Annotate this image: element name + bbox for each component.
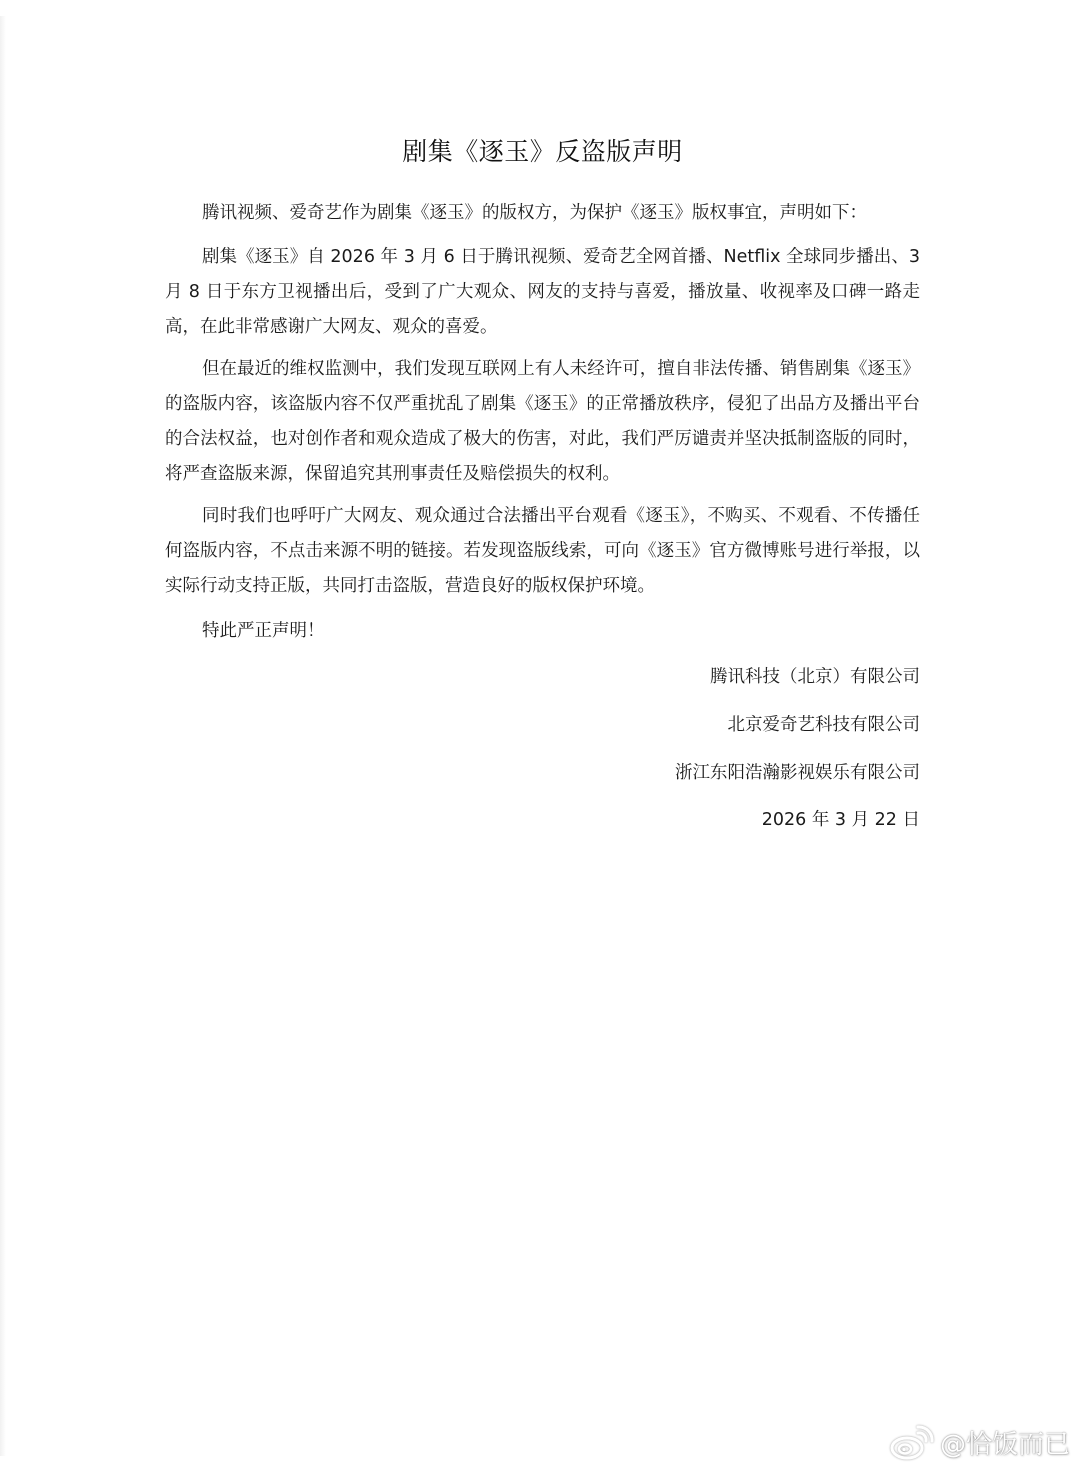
- signatory-tencent: 腾讯科技（北京）有限公司: [710, 667, 920, 687]
- watermark-handle: @恰饭而已: [939, 1430, 1070, 1460]
- paragraph-broadcast-info: 剧集《逐玉》自 2026 年 3 月 6 日于腾讯视频、爱奇艺全网首播、Netflix 全球同步播出、3 月 8 日于东方卫视播出后，受到了广大观众、网友的支持与喜爱，播放量、收视率及口碑一路走高，在此非常感谢广大网友、观众的喜爱。: [165, 247, 920, 337]
- statement-date: 2026 年 3 月 22 日: [761, 810, 920, 830]
- page-edge-shadow: [0, 16, 6, 1456]
- paragraph-intro: 腾讯视频、爱奇艺作为剧集《逐玉》的版权方，为保护《逐玉》版权事宜，声明如下：: [202, 203, 867, 223]
- paragraph-closing: 特此严正声明！: [202, 621, 325, 641]
- weibo-watermark: [890, 1424, 1070, 1461]
- weibo-icon: [890, 1425, 934, 1461]
- paragraph-appeal: 同时我们也呼吁广大网友、观众通过合法播出平台观看《逐玉》，不购买、不观看、不传播任何盗版内容，不点击来源不明的链接。若发现盗版线索，可向《逐玉》官方微博账号进行举报，以实际行动支持正版，共同打击盗版，营造良好的版权保护环境。: [165, 506, 920, 596]
- signatory-haohan: 浙江东阳浩瀚影视娱乐有限公司: [675, 763, 920, 783]
- signatory-iqiyi: 北京爱奇艺科技有限公司: [727, 715, 920, 735]
- paragraph-piracy-notice: 但在最近的维权监测中，我们发现互联网上有人未经许可，擅自非法传播、销售剧集《逐玉》的盗版内容，该盗版内容不仅严重扰乱了剧集《逐玉》的正常播放秩序，侵犯了出品方及播出平台的合法权益，也对创作者和观众造成了极大的伤害，对此，我们严厉谴责并坚决抵制盗版的同时，将严查盗版来源，保留追究其刑事责任及赔偿损失的权利。: [165, 359, 920, 484]
- document-title: 剧集《逐玉》反盗版声明: [402, 137, 683, 166]
